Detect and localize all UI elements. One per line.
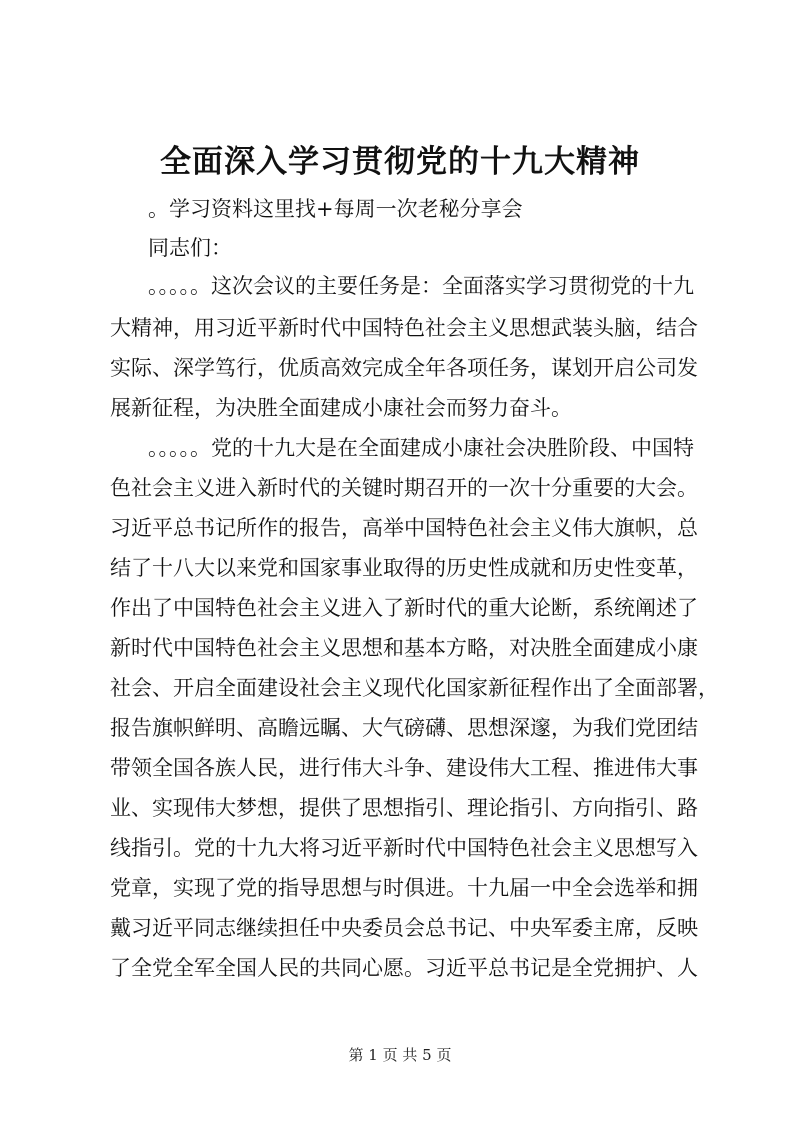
page-footer: 第 1 页 共 5 页 xyxy=(348,1046,452,1064)
paragraph-line: 习近平总书记所作的报告，高举中国特色社会主义伟大旗帜，总 xyxy=(110,516,698,540)
document-line: 。学习资料这里找+每周一次老秘分享会 xyxy=(148,197,523,221)
paragraph-line: 结了十八大以来党和国家事业取得的历史性成就和历史性变革， xyxy=(110,556,698,580)
document-line: 同志们： xyxy=(148,236,232,260)
paragraph-line: 展新征程，为决胜全面建成小康社会而努力奋斗。 xyxy=(110,396,572,420)
paragraph-line: 报告旗帜鲜明、高瞻远瞩、大气磅礴、思想深邃，为我们党团结 xyxy=(110,716,698,740)
paragraph-line: 社会、开启全面建设社会主义现代化国家新征程作出了全面部署， xyxy=(110,676,719,700)
paragraph-line: 色社会主义进入新时代的关键时期召开的一次十分重要的大会。 xyxy=(110,476,698,500)
paragraph-line: 线指引。党的十九大将习近平新时代中国特色社会主义思想写入 xyxy=(110,836,698,860)
paragraph-line: 戴习近平同志继续担任中央委员会总书记、中央军委主席，反映 xyxy=(110,916,698,940)
paragraph-line: 了全党全军全国人民的共同心愿。习近平总书记是全党拥护、人 xyxy=(110,956,698,980)
paragraph-line: 党章，实现了党的指导思想与时俱进。十九届一中全会选举和拥 xyxy=(110,876,698,900)
paragraph-line: 带领全国各族人民，进行伟大斗争、建设伟大工程、推进伟大事 xyxy=(110,756,698,780)
paragraph-line: 。。。。。党的十九大是在全面建成小康社会决胜阶段、中国特 xyxy=(148,436,694,460)
paragraph-line: 新时代中国特色社会主义思想和基本方略，对决胜全面建成小康 xyxy=(110,636,698,660)
paragraph-line: 业、实现伟大梦想，提供了思想指引、理论指引、方向指引、路 xyxy=(110,796,698,820)
paragraph-line: 大精神，用习近平新时代中国特色社会主义思想武装头脑，结合 xyxy=(110,316,698,340)
document-title: 全面深入学习贯彻党的十九大精神 xyxy=(160,144,640,180)
paragraph-line: 作出了中国特色社会主义进入了新时代的重大论断，系统阐述了 xyxy=(110,596,698,620)
paragraph-line: 。。。。。这次会议的主要任务是：全面落实学习贯彻党的十九 xyxy=(148,274,694,298)
paragraph-line: 实际、深学笃行，优质高效完成全年各项任务，谋划开启公司发 xyxy=(110,356,698,380)
